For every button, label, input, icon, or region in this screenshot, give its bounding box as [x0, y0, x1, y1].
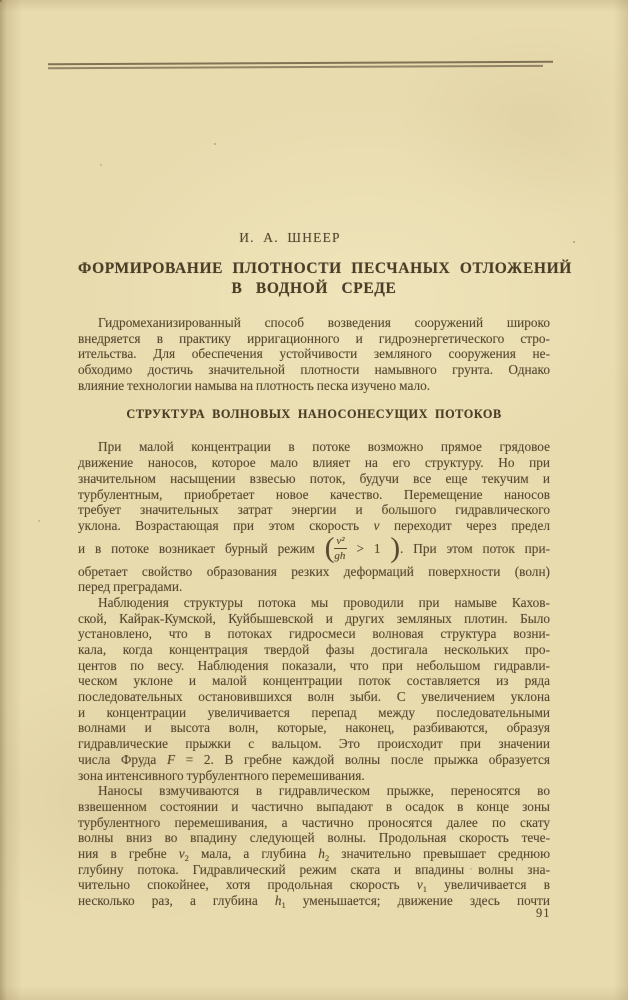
text-line: [78, 877, 550, 893]
text-line: [78, 455, 550, 471]
text-line: [78, 626, 550, 642]
text-segment: уменьшается; движение здесь почти: [285, 893, 550, 908]
text-segment: волны вниз во впадину следующей волны. Продольная скорость тече-: [78, 830, 550, 846]
text-line: [78, 362, 550, 378]
fraction: [334, 535, 346, 562]
text-segment: взвешенном состоянии и частично выпадают в осадок в конце зоны: [78, 798, 550, 814]
text-line: [78, 487, 550, 503]
text-segment: ской, Кайрак-Кумской, Куйбышевской и других земляных плотин. Было: [78, 610, 550, 626]
text-line: [78, 595, 550, 611]
header-rule-bottom: [48, 65, 543, 69]
text-segment: h: [274, 893, 282, 908]
text-segment: значительно превышает среднюю: [329, 845, 551, 861]
text-segment: v: [373, 517, 380, 533]
text-segment: несколько раз, а глубина: [78, 893, 275, 908]
fraction-denominator: gh: [334, 549, 346, 562]
text-line: [78, 783, 550, 799]
text-segment: ческом уклоне и малой концентрации поток составляется из ряда: [78, 673, 550, 689]
section-heading: СТРУКТУРА ВОЛНОВЫХ НАНОСОНЕСУЩИХ ПОТОКОВ: [126, 407, 502, 422]
text-line: [78, 346, 550, 362]
text-line: [78, 579, 550, 595]
text-line: [78, 564, 550, 580]
text-segment: 2: [324, 852, 330, 863]
text-segment: При малой концентрации в потоке возможно прямое грядовое: [98, 439, 550, 455]
text-line: [78, 658, 550, 674]
text-line: [78, 736, 550, 752]
paragraph: [78, 439, 550, 595]
text-segment: > 1: [346, 540, 391, 556]
page-number: 91: [536, 906, 551, 920]
text-segment: 1: [281, 900, 286, 910]
text-line: [78, 815, 550, 831]
text-column: [78, 230, 572, 910]
text-segment: установлено, что в потоках гидросмеси волновая структура возни-: [78, 626, 550, 642]
text-segment: = 2. В гребне каждой волны после прыжка образуется: [175, 751, 550, 767]
body-text: [78, 439, 550, 908]
text-segment: зона интенсивного турбулентного перемешивания.: [78, 767, 365, 783]
text-line: [78, 752, 550, 768]
text-segment: 1: [422, 884, 428, 895]
paragraph: [78, 783, 550, 909]
text-segment: турбулентного перемешивания, а частично проносятся далее по скату: [78, 814, 550, 830]
big-paren: ): [390, 531, 401, 564]
text-line: [78, 830, 550, 846]
text-segment: уклона. Возрастающая при этом скорость: [78, 517, 374, 533]
header-rule: [48, 61, 553, 69]
text-segment: 2: [184, 852, 189, 863]
text-segment: глубину потока. Гидравлический режим ската и впадины волны зна-: [78, 861, 550, 877]
text-segment: и концентрации увеличивается перепад между последовательными: [78, 704, 550, 720]
text-segment: F: [166, 751, 176, 767]
text-segment: увеличивается в: [427, 877, 550, 893]
text-segment: v: [416, 877, 423, 893]
article-title-line1: ФОРМИРОВАНИЕ ПЛОТНОСТИ ПЕСЧАНЫХ ОТЛОЖЕНИЙ: [78, 260, 572, 277]
text-line: [78, 315, 550, 331]
text-line: [78, 331, 550, 347]
lead-paragraph-block: [78, 315, 550, 393]
text-line: [78, 689, 550, 705]
text-segment: Наносы взмучиваются в гидравлическом прыжке, переносятся во: [98, 783, 550, 799]
text-segment: h: [318, 845, 325, 861]
text-segment: значительном насыщении взвесью поток, будучи все еще текучим и: [78, 470, 550, 486]
text-line: [78, 862, 550, 878]
text-segment: перед преградами.: [78, 579, 183, 595]
text-segment: числа Фруда: [78, 751, 167, 767]
text-segment: Гидромеханизированный способ возведения сооружений широко: [98, 315, 550, 330]
text-segment: волнами и высота волн, которые, наконец, разбиваются, образуя: [78, 720, 550, 736]
text-segment: мала, а глубина: [188, 845, 319, 861]
article-title: [78, 259, 572, 298]
text-line: [78, 642, 550, 658]
text-line: [78, 471, 550, 487]
text-segment: влияние технологии намыва на плотность песка изучено мало.: [78, 377, 431, 393]
text-segment: чительно спокойнее, хотя продольная скорость: [78, 877, 417, 893]
text-line: [78, 531, 550, 564]
text-segment: переходит через предел: [379, 517, 550, 533]
text-segment: и в потоке возникает бурный режим: [78, 540, 325, 556]
paper-specks: [0, 0, 2, 2]
author-line: И. А. ШНЕЕР: [239, 230, 341, 245]
text-line: [78, 768, 550, 784]
text-segment: внедряется в практику ирригационного и гидроэнергетического стро-: [78, 330, 550, 346]
text-line: [78, 502, 550, 518]
article-title-line2: В ВОДНОЙ СРЕДЕ: [231, 279, 397, 297]
text-line: [78, 673, 550, 689]
text-line: [78, 846, 550, 862]
text-line: [78, 611, 550, 627]
text-segment: центов по весу. Наблюдения показали, что при небольшом гидравли-: [78, 657, 550, 673]
text-line: [78, 720, 550, 736]
text-line: [78, 893, 550, 909]
big-paren: (: [324, 531, 335, 564]
text-segment: ительства. Для обеспечения устойчивости земляного сооружения не-: [78, 346, 550, 362]
text-segment: последовательных остановившихся волн зыби. С увеличением уклона: [78, 689, 550, 705]
text-segment: кала, когда концентрация твердой фазы достигала нескольких про-: [78, 642, 550, 657]
text-segment: требует значительных затрат энергии и большого гидравлического: [78, 502, 550, 518]
text-line: [78, 518, 550, 534]
fraction-numerator: v²: [334, 535, 346, 549]
text-line: [78, 799, 550, 815]
text-segment: v: [178, 845, 185, 861]
text-line: [78, 705, 550, 721]
text-segment: . При этом поток при-: [400, 540, 550, 556]
text-segment: турбулентным, приобретает новое качество. Перемещение наносов: [78, 486, 550, 502]
text-segment: гидравлические прыжки с вальцом. Это происходит при значении: [78, 736, 550, 752]
text-line: [78, 439, 550, 455]
text-line: [78, 378, 550, 394]
text-segment: обходимо достичь значительной плотности намывного грунта. Однако: [78, 362, 550, 378]
paragraph: [78, 595, 550, 783]
text-segment: ния в гребне: [78, 845, 179, 861]
text-segment: Наблюдения структуры потока мы проводили при намыве Кахов-: [98, 594, 550, 610]
text-segment: обретает свойство образования резких деформаций поверхности (волн): [78, 563, 550, 579]
paragraph: [78, 315, 550, 393]
text-segment: движение наносов, которое мало влияет на его структуру. Но при: [78, 455, 550, 471]
